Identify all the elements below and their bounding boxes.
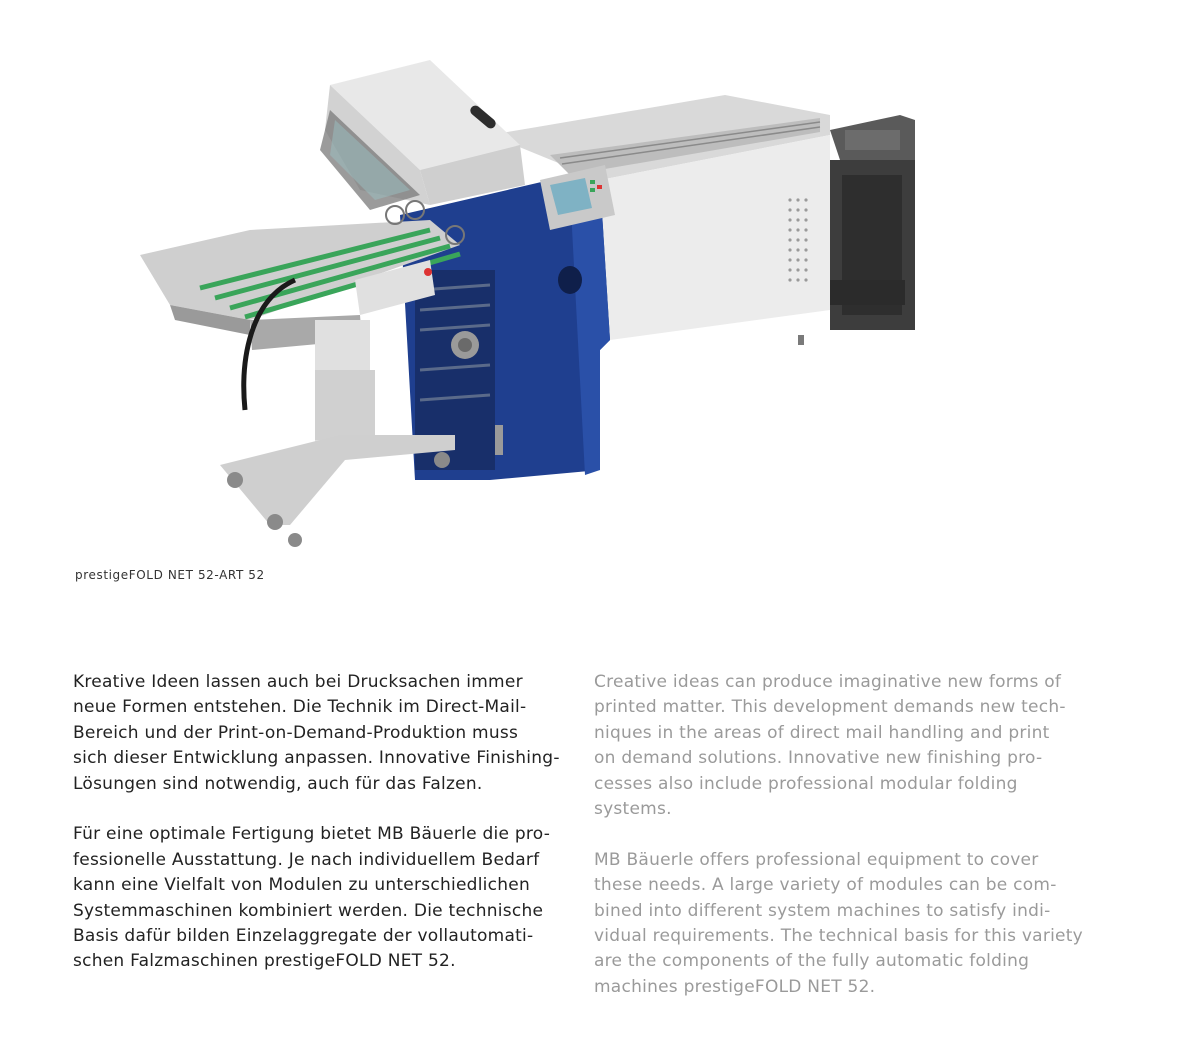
text-line: Basis dafür bilden Einzelaggregate der vollautomati- <box>73 926 534 947</box>
figure-caption: prestigeFOLD NET 52-ART 52 <box>75 568 265 582</box>
text-line: bined into different system machines to satisfy indi- <box>594 900 1051 921</box>
text-line: kann eine Vielfalt von Modulen zu unterschiedlichen <box>73 875 530 896</box>
text-line: machines prestigeFOLD NET 52. <box>594 976 876 997</box>
text-line: MB Bäuerle offers professional equipment to cover <box>594 849 1039 870</box>
text-line: these needs. A large variety of modules can be com- <box>594 875 1057 896</box>
text-line: sich dieser Entwicklung anpassen. Innovative Finishing- <box>73 748 560 769</box>
stacker-unit <box>820 115 915 330</box>
text-line: schen Falzmaschinen prestigeFOLD NET 52. <box>73 951 456 972</box>
text-line: Creative ideas can produce imaginative new forms of <box>594 672 1062 692</box>
text-line: Lösungen sind notwendig, auch für das Falzen. <box>73 773 483 794</box>
top-cover <box>320 60 525 210</box>
text-line: cesses also include professional modular folding <box>594 773 1018 794</box>
text-line: niques in the areas of direct mail handling and print <box>594 722 1050 743</box>
text-column-english <box>594 670 1083 1000</box>
paragraph-de-1 <box>73 670 560 797</box>
text-line: fessionelle Ausstattung. Je nach individuellem Bedarf <box>73 849 540 870</box>
paragraph-de-2 <box>73 822 560 974</box>
text-line: Kreative Ideen lassen auch bei Drucksachen immer <box>73 672 523 692</box>
text-line: neue Formen entstehen. Die Technik im Direct-Mail- <box>73 697 527 718</box>
paragraph-en-1 <box>594 670 1083 822</box>
text-line: are the components of the fully automatic folding <box>594 951 1030 972</box>
text-line: Für eine optimale Fertigung bietet MB Bäuerle die pro- <box>73 824 551 845</box>
text-line: systems. <box>594 799 672 820</box>
text-line: vidual requirements. The technical basis for this variety <box>594 926 1083 947</box>
text-column-german <box>73 670 560 975</box>
machine-photo <box>130 40 930 560</box>
text-line: Systemmaschinen kombiniert werden. Die technische <box>73 900 544 921</box>
text-line: Bereich und der Print-on-Demand-Produktion muss <box>73 722 519 743</box>
text-line: on demand solutions. Innovative new finishing pro- <box>594 748 1043 769</box>
text-line: printed matter. This development demands new tech- <box>594 697 1066 718</box>
paragraph-en-2 <box>594 848 1083 1000</box>
